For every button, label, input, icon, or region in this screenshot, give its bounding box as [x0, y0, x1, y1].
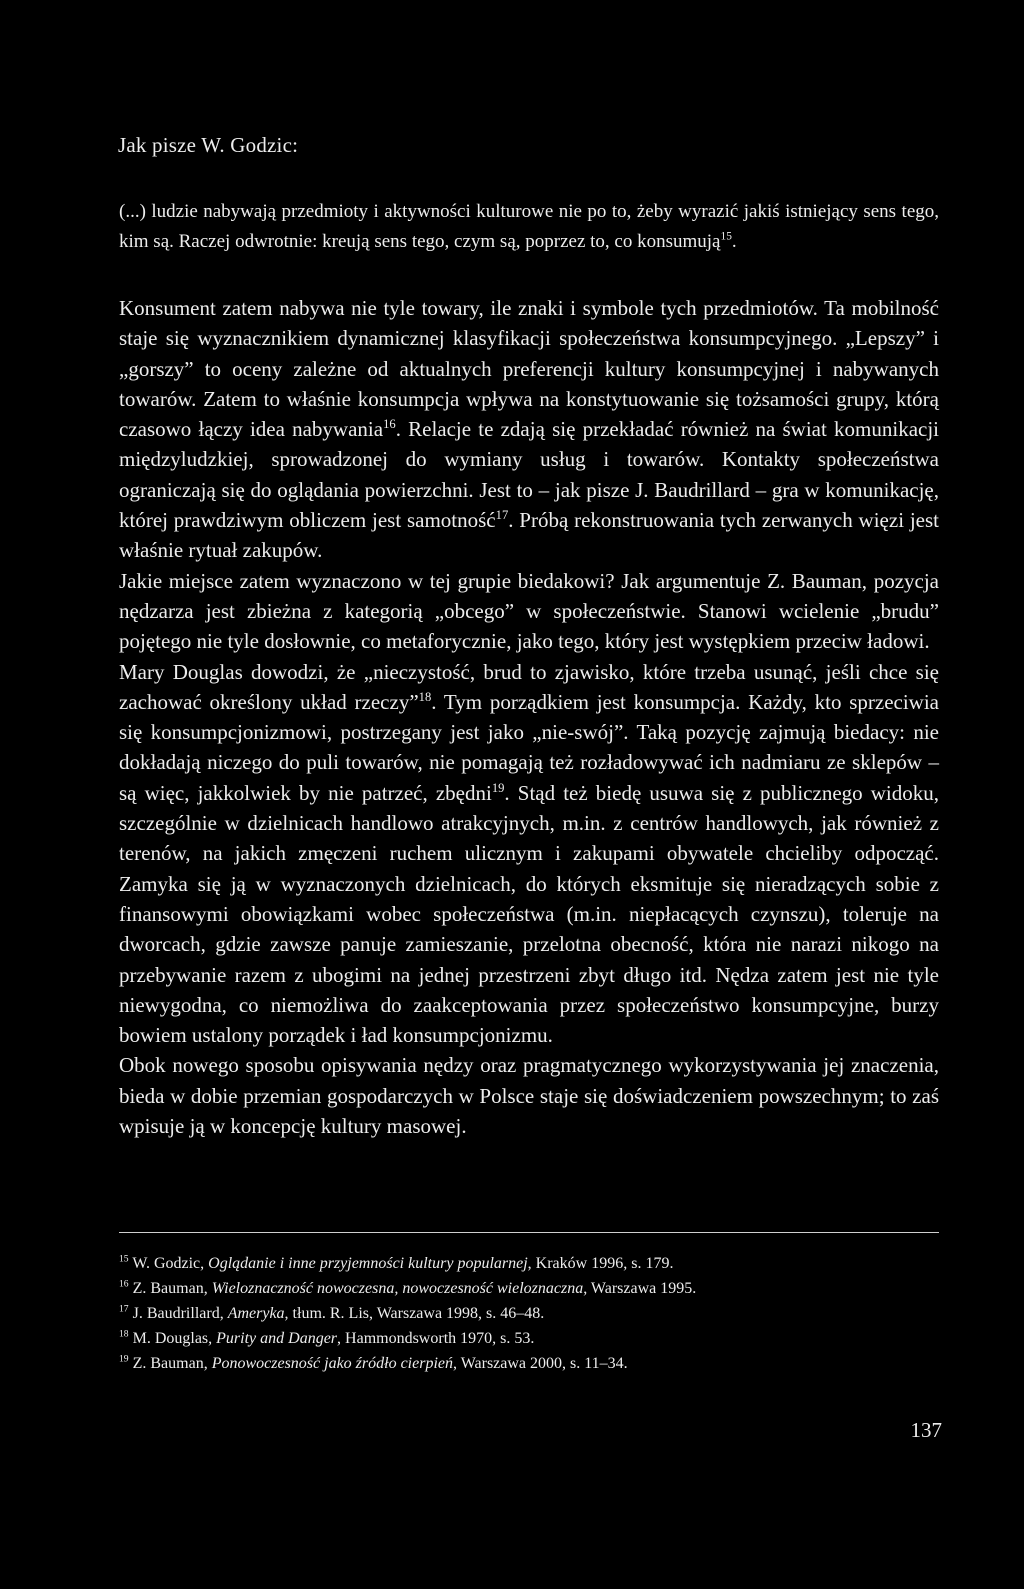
- footnote-number: 16: [119, 1278, 129, 1290]
- paragraph-text: . Próbą rekonstruowania tych zerwanych więzi jest właśnie rytuał zakupów.: [119, 508, 940, 563]
- footnote-details: , Kraków 1996, s. 179.: [527, 1255, 674, 1272]
- footnote-ref: 15: [720, 230, 732, 243]
- footnote: [119, 1326, 939, 1351]
- paragraph-text: Mary Douglas dowodzi, że „nieczystość, brud to zjawisko, które trzeba usunąć, jeśli chce się zachować określony układ rzeczy”: [119, 659, 939, 714]
- footnote-ref: 17: [495, 508, 509, 523]
- paragraph-text: . Tym porządkiem jest konsumpcja. Każdy, kto sprzeciwia się konsumpcjonizmowi, postrzegany jest jako „nie-swój”. Taką pozycję zajmują biedacy: nie dokładają niczego do puli towarów, nie pomagają też rozładowywać ich nadmiaru ze sklepów – są więc, jakkolwiek by nie patrzeć, zbędni: [119, 689, 939, 805]
- footnote: [119, 1351, 939, 1376]
- footnote-details: , Warszawa 2000, s. 11–34.: [452, 1355, 628, 1372]
- quote-intro: Jak pisze W. Godzic:: [118, 133, 299, 157]
- paragraph: [119, 657, 939, 1051]
- page-number: 137: [910, 1418, 942, 1442]
- paragraph-text: Obok nowego sposobu opisywania nędzy oraz pragmatycznego wykorzystywania jej znaczenia, bieda w dobie przemian gospodarczych w Polsce staje się doświadczeniem powszechnym; to zaś wpisuje ją w koncepcję kultury masowej.: [119, 1053, 939, 1139]
- paragraph: [119, 293, 939, 566]
- footnote-details: , Warszawa 1995.: [583, 1280, 697, 1297]
- paragraph: [119, 566, 939, 657]
- quote-end: .: [731, 231, 737, 252]
- footnote: [119, 1301, 939, 1326]
- quote-text: (...) ludzie nabywają przedmioty i aktywności kulturowe nie po to, żeby wyrazić jakiś istniejący sens tego, kim są. Raczej odwrotnie: kreują sens tego, czym są, poprzez to, co konsumują: [119, 201, 939, 252]
- paragraph: [119, 1050, 939, 1141]
- footnote: [119, 1251, 939, 1276]
- block-quote: [119, 197, 939, 257]
- footnote-number: 19: [119, 1353, 129, 1365]
- footnote-author: Z. Bauman,: [132, 1355, 212, 1372]
- footnote-divider: [119, 1232, 939, 1233]
- footnote-title: Purity and Danger: [216, 1330, 338, 1347]
- footnote-title: Ameryka: [227, 1305, 285, 1322]
- body-text: [119, 293, 939, 1141]
- footnote-ref: 16: [383, 417, 396, 432]
- footnote-details: , Hammondsworth 1970, s. 53.: [337, 1330, 535, 1347]
- paragraph-text: Konsument zatem nabywa nie tyle towary, ile znaki i symbole tych przedmiotów. Ta mobilność staje się wyznacznikiem dynamicznej klasyfikacji społeczeństwa konsumpcyjnego. „Lepszy” i „gorszy” to oceny zależne od aktualnych preferencji kultury konsumpcyjnej i nabywanych towarów. Zatem to właśnie konsumpcja wpływa na konstytuowanie się tożsamości grupy, którą czasowo łączy idea nabywania: [119, 296, 939, 442]
- footnote-number: 15: [119, 1253, 129, 1265]
- footnote-details: , tłum. R. Lis, Warszawa 1998, s. 46–48.: [284, 1305, 545, 1322]
- footnotes: [119, 1251, 939, 1376]
- paragraph-text: Jakie miejsce zatem wyznaczono w tej grupie biedakowi? Jak argumentuje Z. Bauman, pozycja nędzarza jest zbieżna z kategorią „obcego” w społeczeństwie. Stanowi wcielenie „brudu” pojętego nie tyle dosłownie, co metaforycznie, jako tego, który jest występkiem przeciw ładowi.: [119, 568, 939, 654]
- footnote-title: Oglądanie i inne przyjemności kultury popularnej: [208, 1255, 528, 1272]
- footnote-number: 17: [119, 1303, 129, 1315]
- paragraph-text: . Stąd też biedę usuwa się z publicznego widoku, szczególnie w dzielnicach handlowo atrakcyjnych, m.in. z centrów handlowych, jak również z terenów, na jakich zmęczeni ruchem ulicznym i zakupami obywatele chcieliby odpocząć. Zamyka się ją w wyznaczonych dzielnicach, do których eksmituje się nieradzących sobie z finansowymi obowiązkami wobec społeczeństwa (m.in. niepłacących czynszu), toleruje na dworcach, gdzie zawsze panuje zamieszanie, przelotna obecność, która nie narazi nikogo na przebywanie razem z ubogimi na jednej przestrzeni zbyt długo itd. Nędza zatem jest nie tyle niewygodna, co niemożliwa do zaakceptowania przez społeczeństwo konsumpcyjne, burzy bowiem ustalony porządek i ład konsumpcjonizmu.: [119, 780, 939, 1048]
- paragraph-text: . Relacje te zdają się przekładać również na świat komunikacji międzyludzkiej, sprowadzonej do wymiany usług i towarów. Kontakty społeczeństwa ograniczają się do oglądania powierzchni. Jest to – jak pisze J. Baudrillard – gra w komunikację, której prawdziwym obliczem jest samotność: [119, 417, 939, 533]
- footnote-title: Wieloznaczność nowoczesna, nowoczesność wieloznaczna: [211, 1280, 584, 1297]
- footnote-ref: 19: [491, 780, 505, 795]
- footnote-author: W. Godzic,: [132, 1255, 209, 1272]
- footnote-number: 18: [119, 1328, 129, 1340]
- footnote-title: Ponowoczesność jako źródło cierpień: [211, 1355, 453, 1372]
- footnote-author: Z. Bauman,: [132, 1280, 212, 1297]
- footnote-author: J. Baudrillard,: [132, 1305, 228, 1322]
- footnote-ref: 18: [418, 689, 432, 704]
- footnote: [119, 1276, 939, 1301]
- footnote-author: M. Douglas,: [132, 1330, 217, 1347]
